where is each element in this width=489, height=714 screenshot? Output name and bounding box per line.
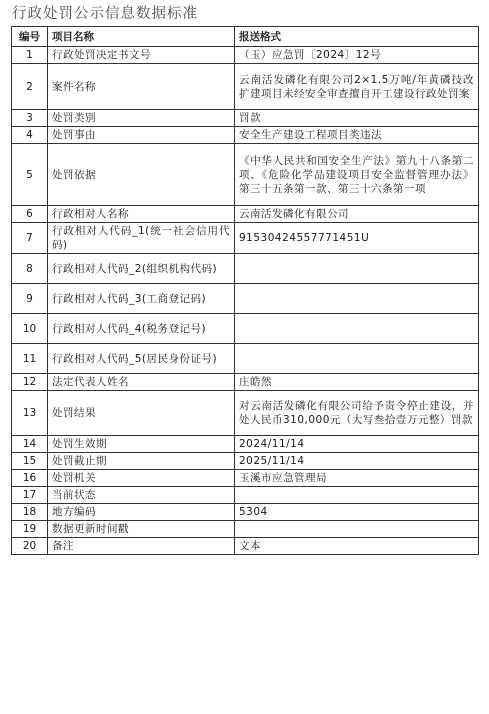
item-name: 当前状态 — [48, 487, 235, 504]
table-header-row — [12, 27, 479, 47]
row-number: 14 — [12, 436, 48, 453]
table-row — [12, 223, 479, 254]
item-name: 法定代表人姓名 — [48, 374, 235, 391]
item-name: 地方编码 — [48, 504, 235, 521]
item-name: 行政相对人代码_4(税务登记号) — [48, 314, 235, 344]
table-row — [12, 314, 479, 344]
report-format — [235, 344, 479, 374]
table-row — [12, 284, 479, 314]
table-row — [12, 47, 479, 64]
table-row — [12, 470, 479, 487]
table-row — [12, 254, 479, 284]
row-number: 8 — [12, 254, 48, 284]
item-name: 处罚类别 — [48, 110, 235, 127]
row-number: 13 — [12, 391, 48, 436]
row-number: 10 — [12, 314, 48, 344]
report-format — [235, 487, 479, 504]
table-row — [12, 64, 479, 110]
header-no: 编号 — [12, 27, 48, 47]
item-name: 行政相对人代码_5(居民身份证号) — [48, 344, 235, 374]
document-title: 行政处罚公示信息数据标准 — [12, 6, 198, 22]
item-name: 行政相对人代码_1(统一社会信用代码) — [48, 223, 235, 254]
row-number: 9 — [12, 284, 48, 314]
row-number: 2 — [12, 64, 48, 110]
report-format: 安全生产建设工程项目类违法 — [235, 127, 479, 144]
row-number: 12 — [12, 374, 48, 391]
row-number: 1 — [12, 47, 48, 64]
item-name: 行政相对人名称 — [48, 206, 235, 223]
report-format: 罚款 — [235, 110, 479, 127]
item-name: 案件名称 — [48, 64, 235, 110]
report-format: 玉溪市应急管理局 — [235, 470, 479, 487]
report-format: 2024/11/14 — [235, 436, 479, 453]
table-row — [12, 487, 479, 504]
table-row — [12, 374, 479, 391]
item-name: 数据更新时间戳 — [48, 521, 235, 538]
row-number: 20 — [12, 538, 48, 555]
table-row — [12, 521, 479, 538]
row-number: 6 — [12, 206, 48, 223]
item-name: 行政相对人代码_3(工商登记码) — [48, 284, 235, 314]
item-name: 处罚机关 — [48, 470, 235, 487]
report-format: 庄皓然 — [235, 374, 479, 391]
report-format: 5304 — [235, 504, 479, 521]
item-name: 备注 — [48, 538, 235, 555]
item-name: 处罚生效期 — [48, 436, 235, 453]
report-format: 《中华人民共和国安全生产法》第九十八条第二项、《危险化学品建设项目安全监督管理办法》第三十五条第一款、第三十六条第一项 — [235, 144, 479, 206]
item-name: 处罚事由 — [48, 127, 235, 144]
report-format — [235, 254, 479, 284]
item-name: 处罚结果 — [48, 391, 235, 436]
report-format — [235, 314, 479, 344]
item-name: 行政相对人代码_2(组织机构代码) — [48, 254, 235, 284]
table-row — [12, 436, 479, 453]
item-name: 处罚截止期 — [48, 453, 235, 470]
report-format: 文本 — [235, 538, 479, 555]
row-number: 4 — [12, 127, 48, 144]
row-number: 7 — [12, 223, 48, 254]
table-row — [12, 344, 479, 374]
row-number: 3 — [12, 110, 48, 127]
report-format — [235, 284, 479, 314]
data-standard-table — [11, 26, 479, 555]
report-format: 2025/11/14 — [235, 453, 479, 470]
item-name: 处罚依据 — [48, 144, 235, 206]
table-row — [12, 504, 479, 521]
report-format: 91530424557771451U — [235, 223, 479, 254]
row-number: 17 — [12, 487, 48, 504]
table-row — [12, 453, 479, 470]
report-format: 对云南活发磷化有限公司给予责令停止建设，并处人民币310,000元（大写叁拾壹万元整）罚款 — [235, 391, 479, 436]
row-number: 16 — [12, 470, 48, 487]
table-row — [12, 538, 479, 555]
header-format: 报送格式 — [235, 27, 479, 47]
report-format: 云南活发磷化有限公司2×1.5万吨/年黄磷技改扩建项目未经安全审查擅自开工建设行政处罚案 — [235, 64, 479, 110]
table-row — [12, 127, 479, 144]
table-row — [12, 206, 479, 223]
report-format — [235, 521, 479, 538]
row-number: 11 — [12, 344, 48, 374]
table-row — [12, 144, 479, 206]
row-number: 19 — [12, 521, 48, 538]
row-number: 15 — [12, 453, 48, 470]
table-row — [12, 110, 479, 127]
header-item: 项目名称 — [48, 27, 235, 47]
row-number: 18 — [12, 504, 48, 521]
row-number: 5 — [12, 144, 48, 206]
item-name: 行政处罚决定书文号 — [48, 47, 235, 64]
report-format: 云南活发磷化有限公司 — [235, 206, 479, 223]
report-format: （玉）应急罚〔2024〕12号 — [235, 47, 479, 64]
table-row — [12, 391, 479, 436]
